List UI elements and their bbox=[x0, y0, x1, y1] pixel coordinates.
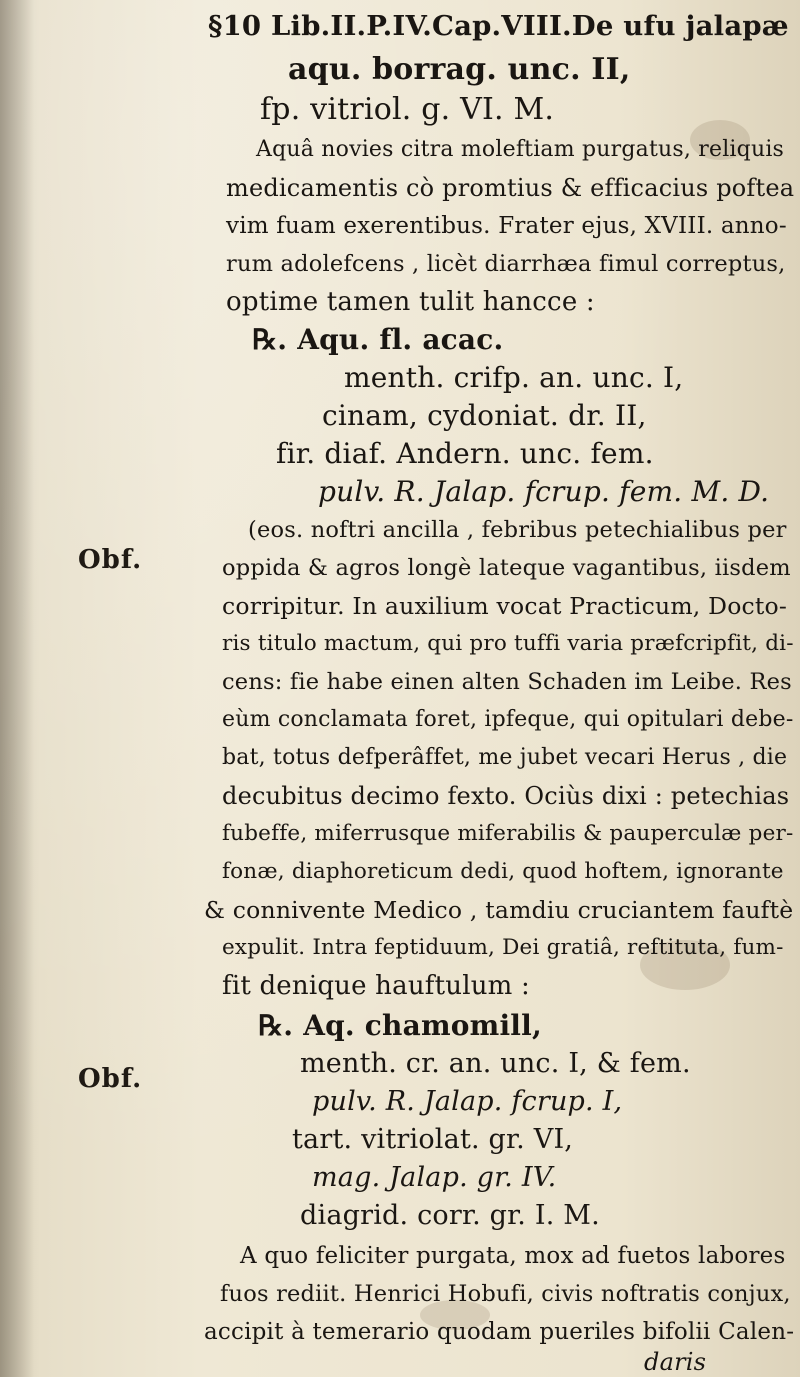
text-line: eùm conclamata foret, ipfeque, qui opitulari debe- bbox=[222, 707, 794, 732]
text-line: bat, totus defperâffet, me jubet vecari Herus , die bbox=[222, 745, 788, 770]
text-line: fuos rediit. Henrici Hobufi, civis noftratis conjux, bbox=[220, 1281, 791, 1307]
text-line: oppida & agros longè lateque vagantibus, iisdem bbox=[222, 555, 791, 581]
text-line: fir. diaf. Andern. unc. fem. bbox=[276, 437, 654, 470]
text-line: fit denique hauftulum : bbox=[222, 971, 530, 1001]
text-line: fp. vitriol. g. VI. M. bbox=[260, 92, 555, 127]
text-line: mag. Jalap. gr. IV. bbox=[312, 1162, 557, 1193]
text-line: cinam, cydoniat. dr. II, bbox=[322, 399, 647, 432]
text-line: ris titulo mactum, qui pro tuffi varia præfcripfit, di- bbox=[222, 631, 794, 656]
text-line: A quo feliciter purgata, mox ad fuetos labores bbox=[240, 1243, 786, 1269]
text-line: daris bbox=[644, 1348, 707, 1376]
text-line: decubitus decimo fexto. Ociùs dixi : petechias bbox=[222, 782, 790, 810]
text-line: expulit. Intra feptiduum, Dei gratiâ, reftituta, fum- bbox=[222, 935, 784, 960]
text-line: menth. cr. an. unc. I, & fem. bbox=[300, 1048, 691, 1079]
text-line: pulv. R. Jalap. fcrup. I, bbox=[312, 1086, 623, 1117]
text-line: ℞. Aq. chamomill, bbox=[258, 1009, 542, 1042]
margin-note-obf-2: Obf. bbox=[78, 1064, 143, 1094]
text-line: fonæ, diaphoreticum dedi, quod hoftem, ignorante bbox=[222, 859, 784, 884]
text-line: cens: fie habe einen alten Schaden im Leibe. Res bbox=[222, 669, 792, 695]
text-line: corripitur. In auxilium vocat Practicum, Docto- bbox=[222, 592, 788, 620]
text-line: fubeffe, miferrusque miferabilis & pauperculæ per- bbox=[222, 821, 794, 846]
margin-note-obf-1: Obf. bbox=[78, 545, 143, 575]
text-line: optime tamen tulit hancce : bbox=[226, 287, 595, 317]
text-line: & connivente Medico , tamdiu cruciantem fauftè bbox=[204, 896, 794, 924]
text-line: rum adolefcens , licèt diarrhæa fimul correptus, bbox=[226, 251, 786, 277]
text-line: medicamentis cò promtius & efficacius poftea bbox=[226, 174, 795, 202]
text-line: accipit à temerario quodam pueriles bifolii Calen- bbox=[204, 1319, 795, 1345]
running-header: §10 Lib.II.P.IV.Cap.VIII.De ufu jalapæ bbox=[208, 10, 789, 42]
text-line: menth. crifp. an. unc. I, bbox=[344, 361, 684, 394]
text-line: (eos. noftri ancilla , febribus petechialibus per bbox=[248, 517, 787, 543]
text-line: aqu. borrag. unc. II, bbox=[288, 52, 631, 87]
text-line: pulv. R. Jalap. fcrup. fem. M. D. bbox=[318, 475, 770, 508]
text-line: tart. vitriolat. gr. VI, bbox=[292, 1124, 574, 1155]
text-line: diagrid. corr. gr. I. M. bbox=[300, 1200, 600, 1231]
text-line: ℞. Aqu. fl. acac. bbox=[252, 323, 504, 356]
text-line: Aquâ novies citra moleftiam purgatus, reliquis bbox=[256, 137, 785, 162]
text-line: vim fuam exerentibus. Frater ejus, XVIII. anno- bbox=[226, 213, 787, 239]
